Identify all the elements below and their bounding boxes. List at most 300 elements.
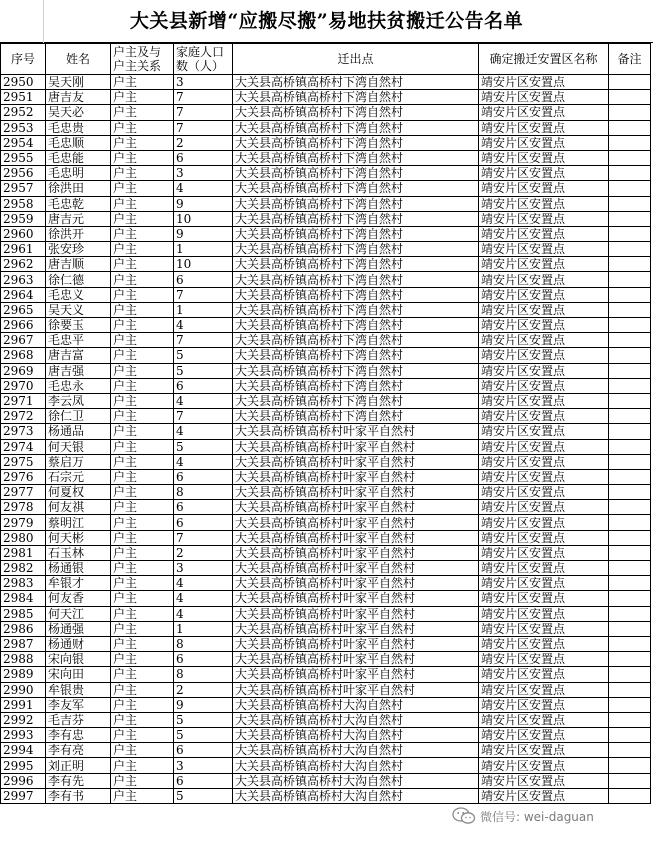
settlement-site: 靖安片区安置点	[479, 378, 609, 393]
row-index: 2991	[1, 697, 46, 712]
table-row	[1, 333, 651, 348]
family-size: 10	[174, 257, 233, 272]
table-row	[1, 272, 651, 287]
row-index: 2986	[1, 621, 46, 636]
remarks	[609, 500, 651, 515]
household-relation: 户主	[111, 318, 174, 333]
family-size: 1	[174, 621, 233, 636]
origin-location: 大关县高桥镇高桥村下湾自然村	[233, 302, 479, 317]
settlement-site: 靖安片区安置点	[479, 333, 609, 348]
row-index: 2997	[1, 788, 46, 803]
household-relation: 户主	[111, 652, 174, 667]
row-index: 2972	[1, 409, 46, 424]
row-index: 2959	[1, 211, 46, 226]
row-index: 2966	[1, 318, 46, 333]
household-relation: 户主	[111, 788, 174, 803]
remarks	[609, 135, 651, 150]
family-size: 3	[174, 166, 233, 181]
origin-location: 大关县高桥镇高桥村叶家平自然村	[233, 485, 479, 500]
settlement-site: 靖安片区安置点	[479, 226, 609, 241]
origin-location: 大关县高桥镇高桥村叶家平自然村	[233, 515, 479, 530]
resident-name: 唐吉富	[46, 348, 111, 363]
remarks	[609, 287, 651, 302]
household-relation: 户主	[111, 591, 174, 606]
settlement-site: 靖安片区安置点	[479, 181, 609, 196]
family-size: 4	[174, 576, 233, 591]
resident-name: 徐要玉	[46, 318, 111, 333]
settlement-site: 靖安片区安置点	[479, 75, 609, 90]
household-relation: 户主	[111, 287, 174, 302]
household-relation: 户主	[111, 242, 174, 257]
origin-location: 大关县高桥镇高桥村下湾自然村	[233, 181, 479, 196]
table-row	[1, 318, 651, 333]
resident-name: 毛吉芬	[46, 712, 111, 727]
header-family-size: 家庭人口数（人）	[174, 44, 233, 75]
household-relation: 户主	[111, 257, 174, 272]
origin-location: 大关县高桥镇高桥村下湾自然村	[233, 287, 479, 302]
row-index: 2954	[1, 135, 46, 150]
household-relation: 户主	[111, 333, 174, 348]
household-relation: 户主	[111, 773, 174, 788]
remarks	[609, 272, 651, 287]
resident-name: 徐洪开	[46, 226, 111, 241]
family-size: 6	[174, 272, 233, 287]
family-size: 7	[174, 90, 233, 105]
remarks	[609, 682, 651, 697]
row-index: 2978	[1, 500, 46, 515]
family-size: 8	[174, 485, 233, 500]
remarks	[609, 667, 651, 682]
header-index: 序号	[1, 44, 46, 75]
family-size: 2	[174, 135, 233, 150]
row-index: 2967	[1, 333, 46, 348]
remarks	[609, 545, 651, 560]
household-relation: 户主	[111, 545, 174, 560]
origin-location: 大关县高桥镇高桥村叶家平自然村	[233, 606, 479, 621]
household-relation: 户主	[111, 393, 174, 408]
table-row	[1, 758, 651, 773]
origin-location: 大关县高桥镇高桥村下湾自然村	[233, 333, 479, 348]
origin-location: 大关县高桥镇高桥村下湾自然村	[233, 120, 479, 135]
row-index: 2968	[1, 348, 46, 363]
origin-location: 大关县高桥镇高桥村大沟自然村	[233, 788, 479, 803]
resident-name: 李友军	[46, 697, 111, 712]
resident-name: 牟银才	[46, 576, 111, 591]
table-row	[1, 561, 651, 576]
origin-location: 大关县高桥镇高桥村大沟自然村	[233, 743, 479, 758]
origin-location: 大关县高桥镇高桥村叶家平自然村	[233, 682, 479, 697]
origin-location: 大关县高桥镇高桥村叶家平自然村	[233, 545, 479, 560]
table-row	[1, 135, 651, 150]
household-relation: 户主	[111, 166, 174, 181]
household-relation: 户主	[111, 454, 174, 469]
household-relation: 户主	[111, 120, 174, 135]
resident-name: 李云凤	[46, 393, 111, 408]
row-index: 2958	[1, 196, 46, 211]
resident-name: 毛忠明	[46, 166, 111, 181]
row-index: 2962	[1, 257, 46, 272]
origin-location: 大关县高桥镇高桥村下湾自然村	[233, 226, 479, 241]
settlement-site: 靖安片区安置点	[479, 211, 609, 226]
household-relation: 户主	[111, 530, 174, 545]
family-size: 5	[174, 728, 233, 743]
remarks	[609, 302, 651, 317]
settlement-site: 靖安片区安置点	[479, 530, 609, 545]
resident-name: 蔡明江	[46, 515, 111, 530]
household-relation: 户主	[111, 226, 174, 241]
settlement-site: 靖安片区安置点	[479, 697, 609, 712]
remarks	[609, 348, 651, 363]
settlement-site: 靖安片区安置点	[479, 591, 609, 606]
family-size: 6	[174, 500, 233, 515]
resident-name: 何天银	[46, 439, 111, 454]
table-row	[1, 409, 651, 424]
origin-location: 大关县高桥镇高桥村叶家平自然村	[233, 576, 479, 591]
row-index: 2989	[1, 667, 46, 682]
row-index: 2990	[1, 682, 46, 697]
table-row	[1, 712, 651, 727]
remarks	[609, 393, 651, 408]
resident-name: 毛忠贵	[46, 120, 111, 135]
settlement-site: 靖安片区安置点	[479, 242, 609, 257]
family-size: 4	[174, 454, 233, 469]
origin-location: 大关县高桥镇高桥村下湾自然村	[233, 348, 479, 363]
row-index: 2980	[1, 530, 46, 545]
resident-name: 石玉林	[46, 545, 111, 560]
remarks	[609, 621, 651, 636]
settlement-site: 靖安片区安置点	[479, 561, 609, 576]
family-size: 7	[174, 120, 233, 135]
remarks	[609, 758, 651, 773]
table-row	[1, 606, 651, 621]
family-size: 3	[174, 75, 233, 90]
table-row	[1, 181, 651, 196]
family-size: 6	[174, 378, 233, 393]
household-relation: 户主	[111, 636, 174, 651]
remarks	[609, 530, 651, 545]
household-relation: 户主	[111, 75, 174, 90]
watermark	[452, 805, 652, 827]
family-size: 7	[174, 287, 233, 302]
title-row	[0, 0, 653, 43]
household-relation: 户主	[111, 135, 174, 150]
family-size: 3	[174, 561, 233, 576]
origin-location: 大关县高桥镇高桥村下湾自然村	[233, 242, 479, 257]
row-index: 2976	[1, 469, 46, 484]
settlement-site: 靖安片区安置点	[479, 90, 609, 105]
row-index: 2957	[1, 181, 46, 196]
origin-location: 大关县高桥镇高桥村下湾自然村	[233, 257, 479, 272]
resident-name: 宋向银	[46, 652, 111, 667]
origin-location: 大关县高桥镇高桥村下湾自然村	[233, 409, 479, 424]
table-row	[1, 226, 651, 241]
remarks	[609, 636, 651, 651]
resident-name: 何天彬	[46, 530, 111, 545]
household-relation: 户主	[111, 105, 174, 120]
row-index: 2994	[1, 743, 46, 758]
watermark-text: 微信号: wei-daguan	[480, 809, 594, 824]
origin-location: 大关县高桥镇高桥村下湾自然村	[233, 393, 479, 408]
household-relation: 户主	[111, 348, 174, 363]
row-index: 2970	[1, 378, 46, 393]
family-size: 6	[174, 150, 233, 165]
family-size: 9	[174, 226, 233, 241]
table-row	[1, 621, 651, 636]
remarks	[609, 469, 651, 484]
row-index: 2977	[1, 485, 46, 500]
family-size: 4	[174, 424, 233, 439]
origin-location: 大关县高桥镇高桥村大沟自然村	[233, 712, 479, 727]
origin-location: 大关县高桥镇高桥村大沟自然村	[233, 758, 479, 773]
table-row	[1, 348, 651, 363]
resident-name: 徐仁德	[46, 272, 111, 287]
remarks	[609, 788, 651, 803]
resident-name: 杨通银	[46, 561, 111, 576]
resident-name: 唐吉元	[46, 211, 111, 226]
settlement-site: 靖安片区安置点	[479, 363, 609, 378]
resident-name: 毛忠能	[46, 150, 111, 165]
origin-location: 大关县高桥镇高桥村大沟自然村	[233, 697, 479, 712]
settlement-site: 靖安片区安置点	[479, 166, 609, 181]
settlement-site: 靖安片区安置点	[479, 348, 609, 363]
remarks	[609, 515, 651, 530]
settlement-site: 靖安片区安置点	[479, 712, 609, 727]
table-row	[1, 697, 651, 712]
table-row	[1, 485, 651, 500]
origin-location: 大关县高桥镇高桥村叶家平自然村	[233, 636, 479, 651]
origin-location: 大关县高桥镇高桥村叶家平自然村	[233, 561, 479, 576]
settlement-site: 靖安片区安置点	[479, 318, 609, 333]
origin-location: 大关县高桥镇高桥村下湾自然村	[233, 196, 479, 211]
origin-location: 大关县高桥镇高桥村叶家平自然村	[233, 591, 479, 606]
origin-location: 大关县高桥镇高桥村叶家平自然村	[233, 652, 479, 667]
household-relation: 户主	[111, 515, 174, 530]
document-title: 大关县新增“应搬尽搬”易地扶贫搬迁公告名单	[129, 10, 524, 32]
table-row	[1, 515, 651, 530]
household-relation: 户主	[111, 302, 174, 317]
family-size: 4	[174, 393, 233, 408]
household-relation: 户主	[111, 272, 174, 287]
table-body	[1, 75, 651, 804]
remarks	[609, 652, 651, 667]
settlement-site: 靖安片区安置点	[479, 105, 609, 120]
settlement-site: 靖安片区安置点	[479, 409, 609, 424]
household-relation: 户主	[111, 409, 174, 424]
origin-location: 大关县高桥镇高桥村下湾自然村	[233, 75, 479, 90]
family-size: 4	[174, 318, 233, 333]
resident-name: 李有先	[46, 773, 111, 788]
row-index: 2975	[1, 454, 46, 469]
origin-location: 大关县高桥镇高桥村叶家平自然村	[233, 500, 479, 515]
family-size: 6	[174, 515, 233, 530]
remarks	[609, 697, 651, 712]
origin-location: 大关县高桥镇高桥村下湾自然村	[233, 318, 479, 333]
household-relation: 户主	[111, 500, 174, 515]
table-row	[1, 378, 651, 393]
row-index: 2981	[1, 545, 46, 560]
remarks	[609, 333, 651, 348]
remarks	[609, 363, 651, 378]
table-row	[1, 682, 651, 697]
household-relation: 户主	[111, 485, 174, 500]
row-index: 2992	[1, 712, 46, 727]
origin-location: 大关县高桥镇高桥村大沟自然村	[233, 728, 479, 743]
family-size: 4	[174, 606, 233, 621]
row-index: 2960	[1, 226, 46, 241]
row-index: 2982	[1, 561, 46, 576]
family-size: 6	[174, 773, 233, 788]
table-row	[1, 75, 651, 90]
remarks	[609, 743, 651, 758]
resident-name: 吴天义	[46, 302, 111, 317]
remarks	[609, 591, 651, 606]
origin-location: 大关县高桥镇高桥村下湾自然村	[233, 378, 479, 393]
table-row	[1, 120, 651, 135]
family-size: 8	[174, 667, 233, 682]
row-index: 2974	[1, 439, 46, 454]
table-row	[1, 454, 651, 469]
resident-name: 何友香	[46, 591, 111, 606]
remarks	[609, 576, 651, 591]
row-index: 2956	[1, 166, 46, 181]
settlement-site: 靖安片区安置点	[479, 424, 609, 439]
remarks	[609, 90, 651, 105]
row-index: 2987	[1, 636, 46, 651]
table-header-row	[1, 44, 651, 75]
family-size: 7	[174, 530, 233, 545]
table-row	[1, 242, 651, 257]
resident-name: 唐吉顺	[46, 257, 111, 272]
family-size: 6	[174, 469, 233, 484]
row-index: 2979	[1, 515, 46, 530]
resident-name: 唐吉强	[46, 363, 111, 378]
household-relation: 户主	[111, 469, 174, 484]
row-index: 2961	[1, 242, 46, 257]
settlement-site: 靖安片区安置点	[479, 150, 609, 165]
row-index: 2993	[1, 728, 46, 743]
table-row	[1, 788, 651, 803]
household-relation: 户主	[111, 576, 174, 591]
household-relation: 户主	[111, 561, 174, 576]
table-row	[1, 393, 651, 408]
table-row	[1, 667, 651, 682]
origin-location: 大关县高桥镇高桥村叶家平自然村	[233, 530, 479, 545]
resident-name: 石宗元	[46, 469, 111, 484]
resident-name: 李有书	[46, 788, 111, 803]
table-row	[1, 150, 651, 165]
household-relation: 户主	[111, 682, 174, 697]
household-relation: 户主	[111, 606, 174, 621]
settlement-site: 靖安片区安置点	[479, 196, 609, 211]
remarks	[609, 728, 651, 743]
header-relation: 户主及与户主关系	[111, 44, 174, 75]
row-index: 2984	[1, 591, 46, 606]
household-relation: 户主	[111, 378, 174, 393]
table-row	[1, 530, 651, 545]
household-relation: 户主	[111, 758, 174, 773]
resident-name: 蔡启万	[46, 454, 111, 469]
household-relation: 户主	[111, 621, 174, 636]
resident-name: 刘正明	[46, 758, 111, 773]
resident-name: 牟银贵	[46, 682, 111, 697]
table-row	[1, 287, 651, 302]
row-index: 2953	[1, 120, 46, 135]
family-size: 5	[174, 348, 233, 363]
settlement-site: 靖安片区安置点	[479, 545, 609, 560]
origin-location: 大关县高桥镇高桥村下湾自然村	[233, 166, 479, 181]
remarks	[609, 485, 651, 500]
family-size: 5	[174, 363, 233, 378]
family-size: 1	[174, 302, 233, 317]
settlement-site: 靖安片区安置点	[479, 485, 609, 500]
table-row	[1, 743, 651, 758]
settlement-site: 靖安片区安置点	[479, 135, 609, 150]
relocation-table	[0, 43, 651, 804]
household-relation: 户主	[111, 363, 174, 378]
settlement-site: 靖安片区安置点	[479, 439, 609, 454]
origin-location: 大关县高桥镇高桥村叶家平自然村	[233, 667, 479, 682]
remarks	[609, 105, 651, 120]
remarks	[609, 424, 651, 439]
household-relation: 户主	[111, 667, 174, 682]
family-size: 7	[174, 333, 233, 348]
remarks	[609, 150, 651, 165]
row-index: 2973	[1, 424, 46, 439]
table-row	[1, 545, 651, 560]
remarks	[609, 454, 651, 469]
remarks	[609, 75, 651, 90]
resident-name: 吴天刚	[46, 75, 111, 90]
family-size: 5	[174, 788, 233, 803]
family-size: 7	[174, 409, 233, 424]
household-relation: 户主	[111, 439, 174, 454]
resident-name: 吴天必	[46, 105, 111, 120]
row-index: 2965	[1, 302, 46, 317]
row-index: 2985	[1, 606, 46, 621]
family-size: 7	[174, 105, 233, 120]
settlement-site: 靖安片区安置点	[479, 393, 609, 408]
household-relation: 户主	[111, 90, 174, 105]
settlement-site: 靖安片区安置点	[479, 257, 609, 272]
header-name: 姓名	[46, 44, 111, 75]
row-index: 2995	[1, 758, 46, 773]
resident-name: 何夏权	[46, 485, 111, 500]
family-size: 2	[174, 682, 233, 697]
settlement-site: 靖安片区安置点	[479, 272, 609, 287]
household-relation: 户主	[111, 211, 174, 226]
resident-name: 毛忠乾	[46, 196, 111, 211]
table-row	[1, 302, 651, 317]
family-size: 5	[174, 712, 233, 727]
settlement-site: 靖安片区安置点	[479, 469, 609, 484]
family-size: 6	[174, 743, 233, 758]
resident-name: 杨通财	[46, 636, 111, 651]
table-row	[1, 652, 651, 667]
family-size: 5	[174, 439, 233, 454]
table-row	[1, 90, 651, 105]
household-relation: 户主	[111, 697, 174, 712]
resident-name: 宋向田	[46, 667, 111, 682]
row-index: 2952	[1, 105, 46, 120]
settlement-site: 靖安片区安置点	[479, 120, 609, 135]
origin-location: 大关县高桥镇高桥村下湾自然村	[233, 211, 479, 226]
table-row	[1, 439, 651, 454]
settlement-site: 靖安片区安置点	[479, 773, 609, 788]
family-size: 10	[174, 211, 233, 226]
origin-location: 大关县高桥镇高桥村叶家平自然村	[233, 469, 479, 484]
row-index: 2950	[1, 75, 46, 90]
resident-name: 唐吉友	[46, 90, 111, 105]
